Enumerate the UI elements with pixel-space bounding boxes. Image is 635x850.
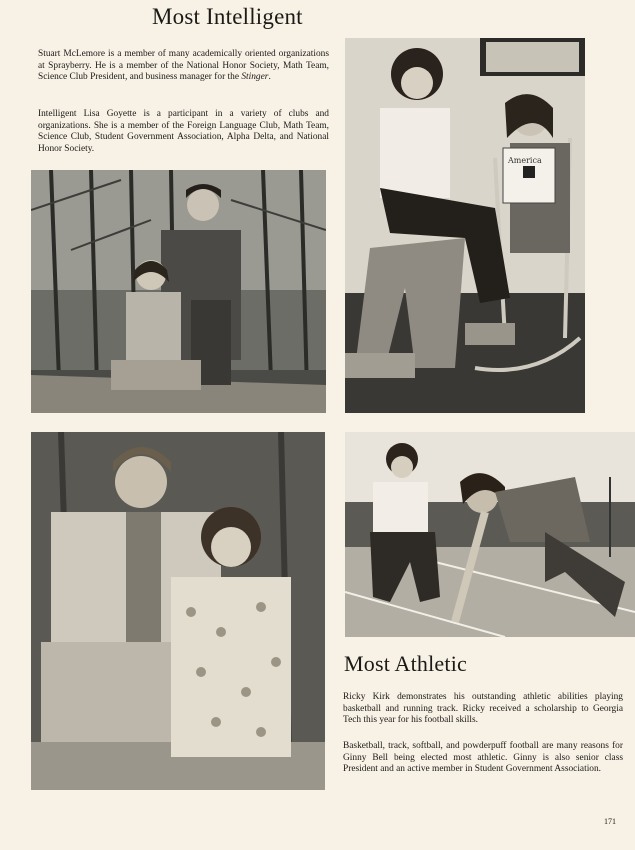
book-cover-text: America [508,156,542,165]
paragraph-stuart-text: Stuart McLemore is a member of many academically oriented organizations at Sprayberry. He is a member of the National Honor Society, Math Team, Science Club President, and business manager for the [38,49,329,83]
paragraph-ginny: Basketball, track, softball, and powderpuff football are many reasons for Ginny Bell being elected most athletic. Ginny is also senior class President and an active member in Student Government Association. [343,741,623,775]
photo-athletic-couple-rock [31,432,325,790]
photo-intelligent-rocking-chair [345,38,585,413]
photo-athletic-track [345,432,635,637]
paragraph-stuart [38,49,329,84]
photo-intelligent-couple-woods [31,170,326,413]
heading-most-athletic: Most Athletic [344,651,467,676]
paragraph-lisa: Intelligent Lisa Goyette is a participant in a variety of clubs and organizations. She is a member of the Foreign Language Club, Math Team, Science Club, Student Government Association, Alpha Delta, and National Honor Society. [38,109,329,154]
paragraph-ricky: Ricky Kirk demonstrates his outstanding athletic abilities playing basketball and running track. Ricky received a scholarship to Georgia Tech this year for his football skills. [343,692,623,726]
paragraph-stuart-end: . [268,72,271,83]
heading-most-intelligent: Most Intelligent [152,4,303,29]
page-number: 171 [604,817,616,826]
stinger-title: Stinger [241,72,269,83]
